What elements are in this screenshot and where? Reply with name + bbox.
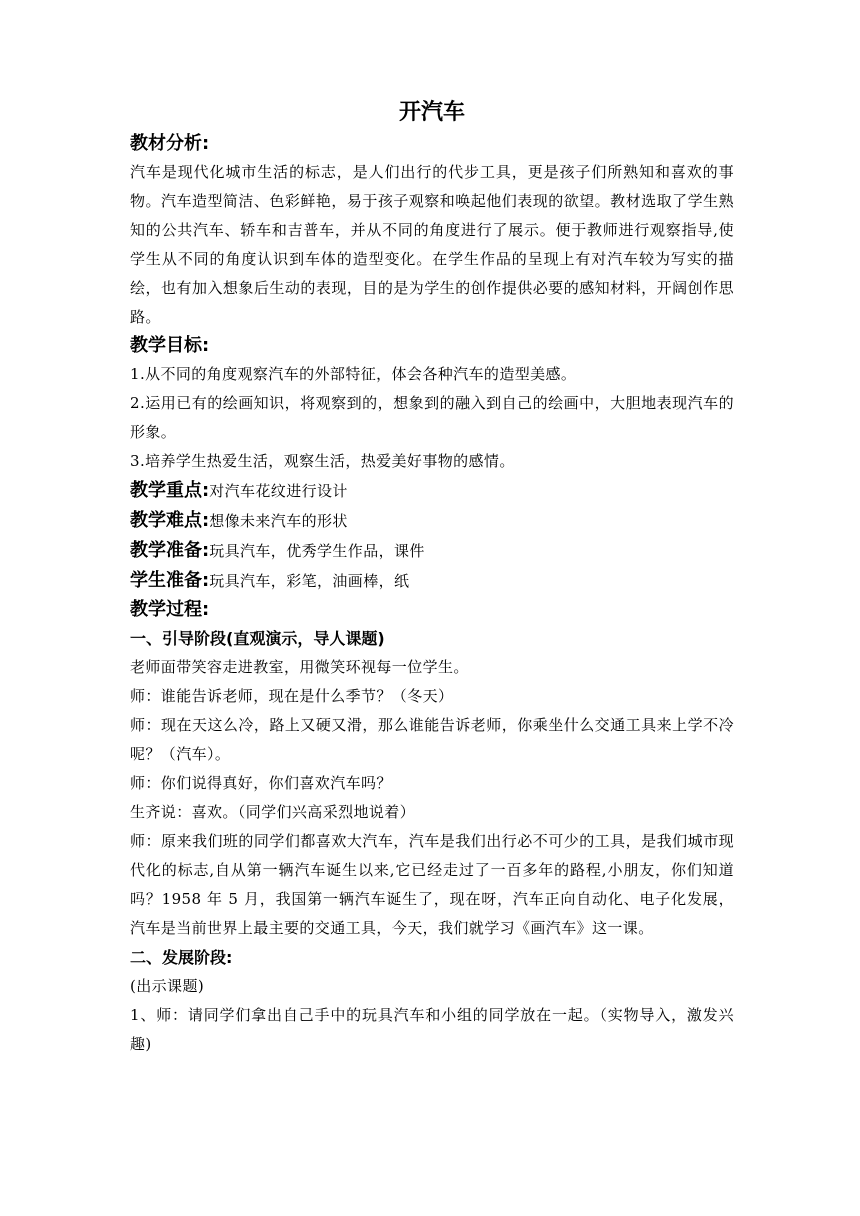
difficulty-row bbox=[130, 506, 734, 536]
section1-line-1: 老师面带笑容走进教室，用微笑环视每一位学生。 bbox=[130, 658, 469, 676]
student-prep-row bbox=[130, 566, 734, 596]
document-page bbox=[130, 98, 734, 1059]
difficulty-value: 想像未来汽车的形状 bbox=[209, 512, 348, 530]
key-point-row bbox=[130, 476, 734, 506]
analysis-paragraph: 汽车是现代化城市生活的标志，是人们出行的代步工具，更是孩子们所熟知和喜欢的事物。汽车造型简洁、色彩鲜艳，易于孩子观察和唤起他们表现的欲望。教材选取了学生熟知的公共汽车、轿车和吉普车，并从不同的角度进行了展示。便于教师进行观察指导,使学生从不同的角度认识到车体的造型变化。在学生作品的呈现上有对汽车较为写实的描绘，也有加入想象后生动的表现，目的是为学生的创作提供必要的感知材料，开阔创作思路。 bbox=[130, 163, 734, 326]
difficulty-label: 教学难点: bbox=[130, 510, 210, 531]
key-point-value: 对汽车花纹进行设计 bbox=[209, 482, 348, 500]
goal-item-1: 1.从不同的角度观察汽车的外部特征，体会各种汽车的造型美感。 bbox=[130, 365, 577, 383]
student-prep-value: 玩具汽车，彩笔，油画棒，纸 bbox=[209, 572, 410, 590]
section1-heading: 一、引导阶段(直观演示，导人课题) bbox=[130, 629, 385, 648]
key-point-label: 教学重点: bbox=[130, 480, 210, 501]
section2-line-1: (出示课题) bbox=[130, 977, 205, 995]
section1-line-3: 师：现在天这么冷，路上又硬又滑，那么谁能告诉老师，你乘坐什么交通工具来上学不冷呢？（汽车）。 bbox=[130, 716, 734, 763]
section1-line-6: 师：原来我们班的同学们都喜欢大汽车，汽车是我们出行必不可少的工具，是我们城市现代化的标志,自从第一辆汽车诞生以来,它已经走过了一百多年的路程,小朋友，你们知道吗？1958 年 5 月，我国第一辆汽车诞生了，现在呀，汽车正向自动化、电子化发展，汽车是当前世界上最主要的交通工具，今天，我们就学习《画汽车》这一课。 bbox=[130, 832, 734, 937]
process-heading: 教学过程: bbox=[130, 599, 210, 620]
section1-line-2: 师：谁能告诉老师，现在是什么季节？（冬天） bbox=[130, 687, 454, 705]
goal-item-3: 3.培养学生热爱生活，观察生活，热爱美好事物的感情。 bbox=[130, 452, 515, 470]
document-title: 开汽车 bbox=[398, 100, 465, 125]
section2-heading: 二、发展阶段: bbox=[130, 948, 233, 967]
teacher-prep-row bbox=[130, 536, 734, 566]
teacher-prep-value: 玩具汽车，优秀学生作品，课件 bbox=[209, 542, 425, 560]
analysis-heading: 教材分析: bbox=[130, 133, 210, 154]
teacher-prep-label: 教学准备: bbox=[130, 540, 210, 561]
goals-heading: 教学目标: bbox=[130, 335, 210, 356]
student-prep-label: 学生准备: bbox=[130, 570, 210, 591]
goal-item-2: 2.运用已有的绘画知识，将观察到的，想象到的融入到自己的绘画中，大胆地表现汽车的形象。 bbox=[130, 394, 734, 441]
section2-line-2: 1、师：请同学们拿出自己手中的玩具汽车和小组的同学放在一起。（实物导入，激发兴趣) bbox=[130, 1006, 734, 1053]
section1-line-5: 生齐说：喜欢。（同学们兴高采烈地说着） bbox=[130, 803, 416, 821]
section1-line-4: 师：你们说得真好，你们喜欢汽车吗？ bbox=[130, 774, 392, 792]
